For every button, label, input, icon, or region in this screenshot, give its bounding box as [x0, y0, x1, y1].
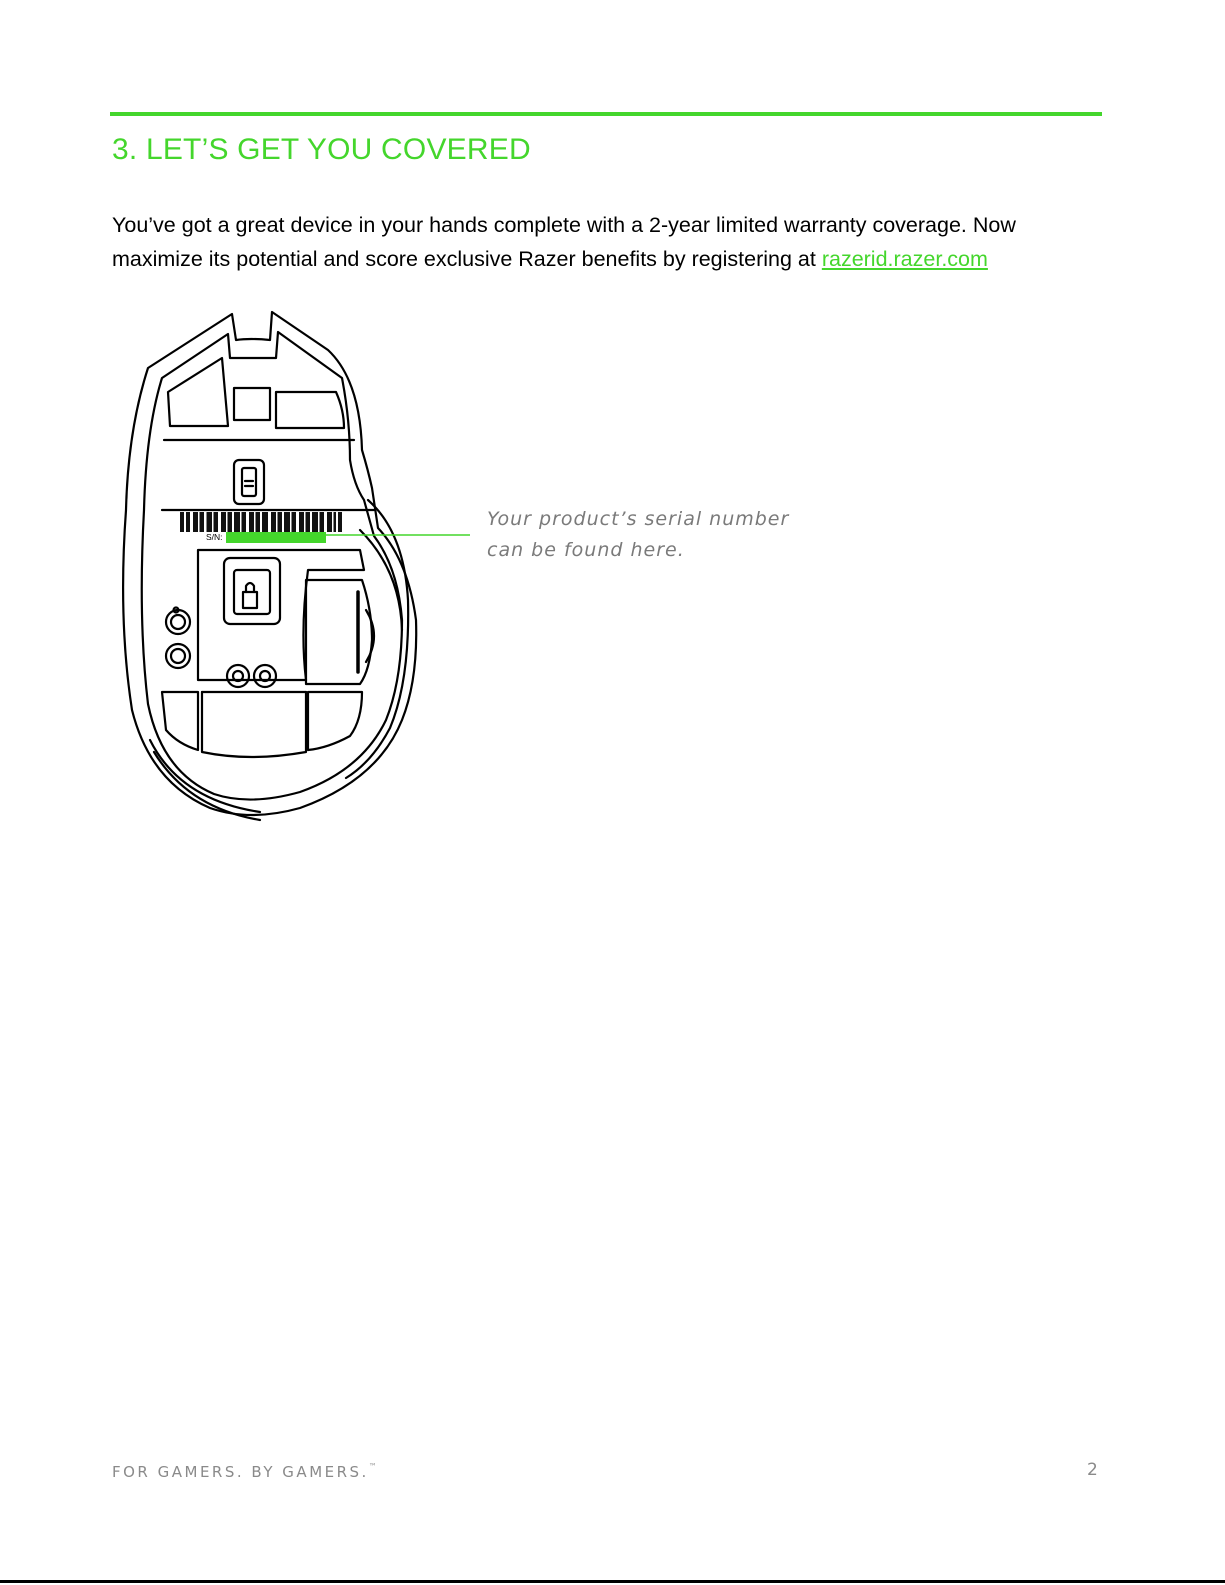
razer-id-link[interactable]: razerid.razer.com: [821, 247, 988, 271]
serial-prefix: S/N:: [206, 532, 223, 542]
scroll-slot: [234, 388, 270, 420]
serial-callout-line-2: can be found here.: [487, 539, 685, 561]
serial-callout: [487, 504, 789, 566]
bottom-right-foot: [308, 692, 362, 750]
dpi-button-1: [166, 610, 190, 634]
dpi-button-2: [166, 644, 190, 668]
page-number: 2: [1087, 1460, 1098, 1480]
footer-tagline-text: FOR GAMERS. BY GAMERS.: [112, 1463, 369, 1481]
footer-rule: [0, 1580, 1225, 1583]
mouse-underside-illustration: [110, 300, 490, 830]
sensor-left: [227, 665, 249, 687]
intro-text: You’ve got a great device in your hands complete with a 2-year limited warranty coverage. Now maximize its potential and score exclusive Razer benefits by registering at: [112, 213, 1016, 271]
header-rule: [110, 112, 1102, 116]
bottom-left-foot: [162, 692, 198, 750]
right-button-pad: [276, 392, 344, 428]
section-title: 3. LET’S GET YOU COVERED: [112, 133, 531, 166]
intro-paragraph: [112, 208, 1102, 276]
barcode: [180, 512, 342, 532]
charging-pad: [306, 580, 372, 684]
serial-callout-line-1: Your product’s serial number: [487, 508, 790, 530]
footer-tagline: [112, 1462, 377, 1481]
serial-number-highlight: [226, 532, 326, 543]
lock-icon: [243, 592, 257, 608]
trademark-symbol: ™: [368, 1462, 377, 1471]
sensor-right: [254, 665, 276, 687]
